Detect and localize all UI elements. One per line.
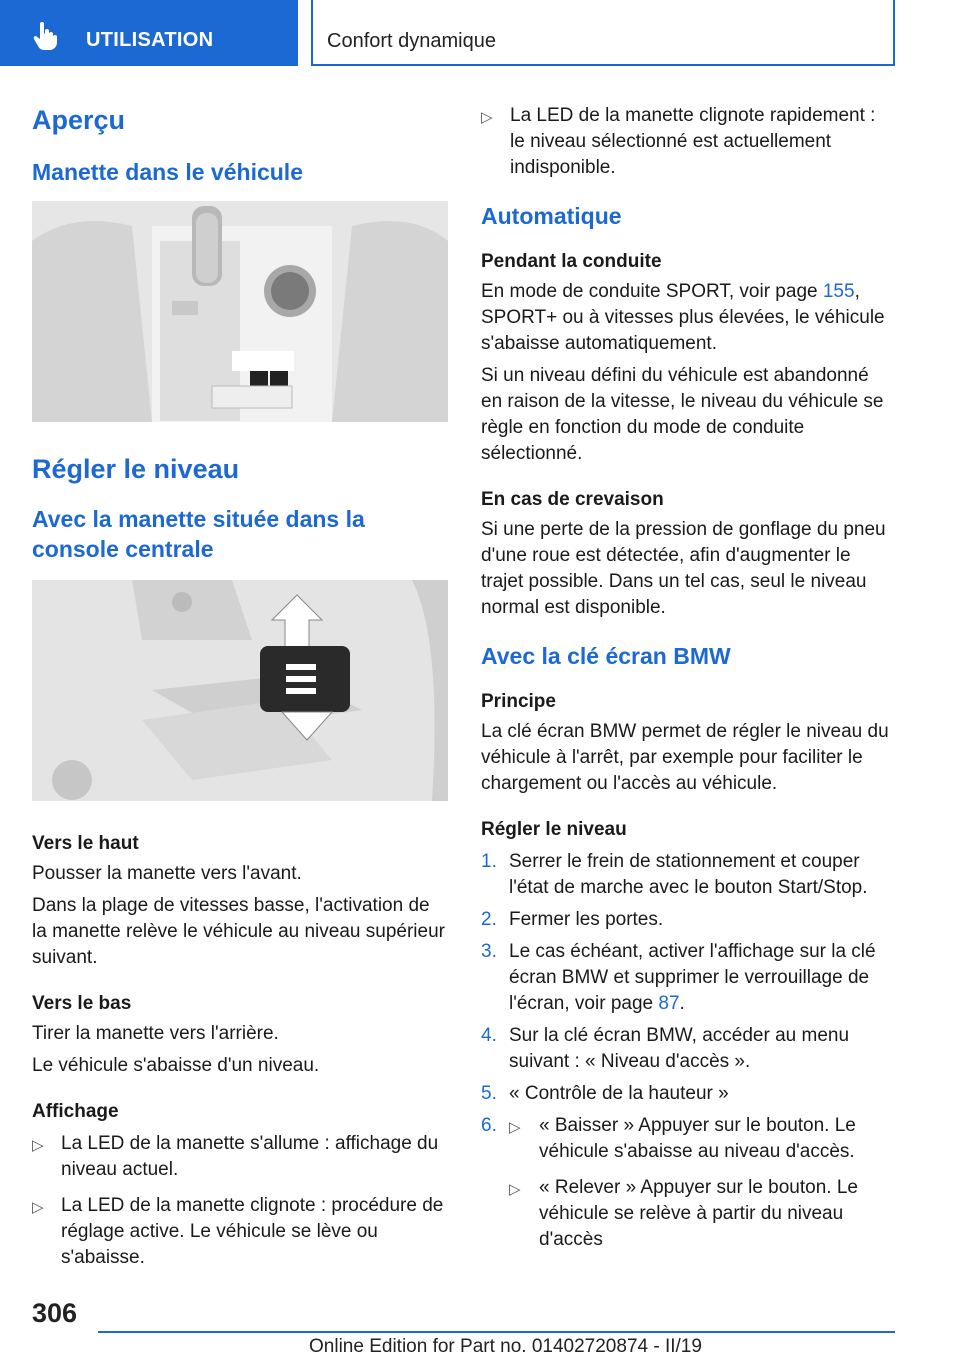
page-link-155[interactable]: 155 — [822, 281, 855, 302]
list-item: 3. Le cas échéant, activer l'affichage sur la clé écran BMW et supprimer le verrouillage de l'écran, voir page 87. — [481, 941, 876, 1014]
triangle-bullet-icon: ▷ — [32, 1199, 44, 1216]
heading-principe: Principe — [481, 691, 556, 712]
conduite-text-2: Si un niveau défini du véhicule est abandonné en raison de la vitesse, le niveau du véhicule se règle en fonction du mode de conduite sélectionné. — [481, 365, 884, 464]
heading-regler-niveau-cle: Régler le niveau — [481, 819, 627, 840]
chapter-label: Confort dynamique — [327, 30, 496, 52]
sub-list-item: ▷ « Relever » Appuyer sur le bouton. Le véhicule se relève à partir du niveau d'accès — [509, 1177, 858, 1250]
heading-pendant-conduite: Pendant la conduite — [481, 251, 662, 272]
switch-illustration — [32, 580, 448, 801]
list-item-text: La LED de la manette clignote rapidement : le niveau sélectionné est actuellement indisponible. — [510, 105, 876, 178]
list-item: 2. Fermer les portes. — [481, 909, 664, 930]
list-item: 4. Sur la clé écran BMW, accéder au menu suivant : « Niveau d'accès ». — [481, 1025, 850, 1072]
list-item-text: La LED de la manette clignote : procédure de réglage active. Le véhicule se lève ou s'abaisse. — [61, 1195, 444, 1268]
triangle-bullet-icon: ▷ — [509, 1119, 521, 1136]
console-illustration — [32, 201, 448, 422]
list-item — [32, 1193, 448, 1271]
heading-affichage: Affichage — [32, 1101, 119, 1122]
hand-pointer-icon — [30, 20, 60, 50]
level-switch-image — [32, 580, 448, 801]
list-item — [32, 1131, 448, 1183]
principe-text: La clé écran BMW permet de régler le niveau du véhicule à l'arrêt, par exemple pour faciliter le chargement ou l'accès au véhicule. — [481, 721, 889, 794]
right-column — [481, 95, 895, 1253]
triangle-bullet-icon: ▷ — [509, 1181, 521, 1198]
heading-vers-haut: Vers le haut — [32, 833, 139, 854]
heading-regler-niveau: Régler le niveau — [32, 454, 240, 484]
heading-vers-bas: Vers le bas — [32, 993, 132, 1014]
heading-avec-manette: Avec la manette située dans la console centrale — [32, 506, 365, 562]
list-item: 6. ▷ « Baisser » Appuyer sur le bouton. Le véhicule s'abaisse au niveau d'accès. ▷ « Relever » Appuyer sur le bouton. Le véhicule se relève à partir du niveau d'accès — [481, 1113, 895, 1253]
page-link-87[interactable]: 87 — [658, 993, 680, 1014]
page-title: Aperçu — [32, 105, 126, 135]
vers-bas-text-1: Tirer la manette vers l'arrière. — [32, 1023, 279, 1044]
section-label: UTILISATION — [86, 29, 214, 51]
page-header — [0, 0, 960, 66]
chapter-title-box — [311, 0, 895, 66]
conduite-text-1: En mode de conduite SPORT, voir page 155, SPORT+ ou à vitesses plus élevées, le véhicule s'abaisse automatiquement. — [481, 281, 885, 354]
page-number: 306 — [32, 1298, 78, 1328]
section-tab[interactable] — [0, 0, 298, 66]
footer-edition: Online Edition for Part no. 01402720874 - II/19 — [309, 1336, 702, 1357]
crevaison-text: Si une perte de la pression de gonflage du pneu d'une roue est détectée, afin d'augmenter le trajet possible. Dans un tel cas, seul le niveau normal est disponible. — [481, 519, 886, 618]
heading-crevaison: En cas de crevaison — [481, 489, 664, 510]
vers-haut-text-2: Dans la plage de vitesses basse, l'activation de la manette relève le véhicule au niveau supérieur suivant. — [32, 895, 445, 968]
triangle-bullet-icon: ▷ — [481, 109, 493, 126]
list-item — [481, 103, 895, 181]
list-item: 1. Serrer le frein de stationnement et couper l'état de marche avec le bouton Start/Stop. — [481, 851, 868, 898]
vers-bas-text-2: Le véhicule s'abaisse d'un niveau. — [32, 1055, 320, 1076]
heading-automatique: Automatique — [481, 203, 622, 229]
list-item: 5. « Contrôle de la hauteur » — [481, 1083, 729, 1104]
subtitle-manette: Manette dans le véhicule — [32, 159, 303, 185]
list-item-text: La LED de la manette s'allume : affichage du niveau actuel. — [61, 1133, 439, 1180]
gear-selector-image — [32, 201, 448, 422]
heading-cle-ecran: Avec la clé écran BMW — [481, 643, 731, 669]
triangle-bullet-icon: ▷ — [32, 1137, 44, 1154]
sub-list-item: ▷ « Baisser » Appuyer sur le bouton. Le véhicule s'abaisse au niveau d'accès. — [509, 1115, 856, 1162]
left-column — [32, 95, 448, 1271]
vers-haut-text-1: Pousser la manette vers l'avant. — [32, 863, 302, 884]
footer-divider — [98, 1331, 895, 1333]
